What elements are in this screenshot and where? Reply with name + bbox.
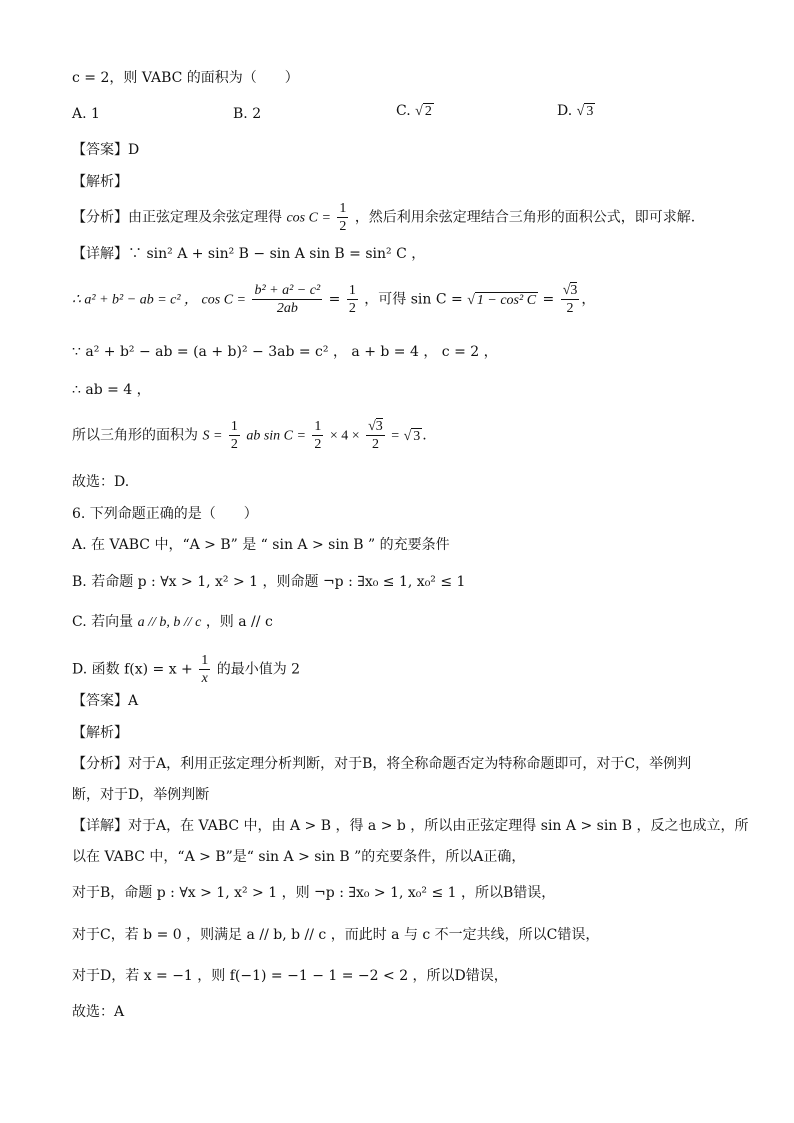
q5-detail-5-times: × 4 × [329,428,360,444]
q5-detail-2: ∴ a² + b² − ab = c² ， cos C = $\frac{\text{b² + a² − c²}}{2ab}$ = $\frac{1}{2}$ ，可得 sin C = √ 1 − cos² C = $\frac{√3}{2}$ ， [72,283,596,316]
q5-answer: 【答案】D [72,142,140,158]
q5-detail-5-end: = [391,428,400,444]
q5-detail-2a: ∴ a² + b² − ab = c² ， cos C = [72,292,247,308]
q5-option-a: A. 1 [72,106,100,122]
q5-fenxi [72,200,695,235]
q5-detail-2b: ，可得 sin C = [364,291,463,308]
q6-detail-2: 以在 VABC 中，“A > B”是“ sin A > sin B ”的充要条件，所以A正确， [72,849,526,865]
q6-answer: 【答案】A [72,693,139,709]
q5-detail-2-result: $\frac{√3}{2}$ [562,283,578,316]
q5-detail-2-sqrt: √ 1 − cos² C [467,292,537,308]
q6-detail-4: 对于C，若 b = 0 ，则满足 a // b, b // c ，而此时 a 与 c 不一定共线，所以C错误， [72,927,600,943]
q5-option-d-label: D. [557,103,573,119]
q5-detail-5-result: √ 3 [403,428,421,444]
q6-option-d-post: 的最小值为 2 [216,661,301,678]
q6-choose: 故选：A [72,1004,125,1020]
q5-option-d [557,103,595,120]
q6-analysis-tag: 【解析】 [72,725,128,741]
q6-option-c-post: ，则 a // c [205,614,273,630]
q5-detail-5-mid: ab sin C = [246,428,306,444]
q6-detail-1: 【详解】对于A，在 VABC 中，由 A > B ，得 a > b ，所以由正弦定理得 sin A > sin B ，反之也成立，所 [72,818,749,834]
q5-detail-5-math: S = [202,428,223,444]
q6-option-d-pre: D. 函数 f(x) = x + [72,661,193,678]
q5-detail-3: ∵ a² + b² − ab = (a + b)² − 3ab = c² ， a + b = 4 ， c = 2 ， [72,344,498,360]
q6-option-b: B. 若命题 p : ∀x > 1, x² > 1 ，则命题 ¬p : ∃x₀ ≤ 1, x₀² ≤ 1 [72,574,466,590]
q5-stem-tail: c = 2，则 VABC 的面积为（ ） [72,70,299,86]
q5-detail-2-frac: $\frac{\text{b² + a² − c²}}{2ab}$ [254,283,321,316]
q6-detail-5: 对于D，若 x = −1 ，则 f(−1) = −1 − 1 = −2 < 2 ，所以D错误， [72,968,508,984]
q6-option-d-frac: $\frac{1}{x}$ [201,653,209,686]
q5-choose: 故选：D. [72,474,130,490]
q5-fenxi-math: cos C = [286,210,331,226]
q5-detail-5-root-frac: $\frac{√3}{2}$ [368,419,383,452]
q6-option-d [72,652,300,687]
q5-option-c-label: C. [396,103,411,119]
q5-fenxi-post: ，然后利用余弦定理结合三角形的面积公式，即可求解. [354,209,696,226]
q5-option-c [396,103,434,120]
q6-option-c-pre: C. 若向量 [72,614,134,630]
q5-analysis-tag: 【解析】 [72,174,128,190]
q6-option-a: A. 在 VABC 中，“A > B” 是 “ sin A > sin B ” 的充要条件 [72,537,450,553]
q5-option-b: B. 2 [233,106,262,122]
q5-detail-5: 所以三角形的面积为 S = $\frac{1}{2}$ ab sin C = $\frac{1}{2}$ × 4 × $\frac{√3}{2}$ = √ 3 . [72,419,427,452]
q6-stem: 6. 下列命题正确的是（ ） [72,506,258,522]
q5-option-c-sqrt: √ 2 [415,104,432,119]
q6-fenxi-2: 断，对于D，举例判断 [72,787,210,803]
q5-fenxi-frac: $\frac{1}{2}$ [339,201,347,234]
q5-detail-5-half-2: $\frac{1}{2}$ [314,419,322,452]
q6-detail-3: 对于B，命题 p : ∀x > 1, x² > 1 ，则 ¬p : ∃x₀ > 1, x₀² ≤ 1 ，所以B错误， [72,885,556,901]
q5-option-d-sqrt: √ 3 [576,104,594,119]
q5-detail-5-half-1: $\frac{1}{2}$ [230,419,238,452]
q6-fenxi-1: 【分析】对于A，利用正弦定理分析判断，对于B，将全称命题否定为特称命题即可，对于C，举例判 [72,756,692,772]
q5-fenxi-pre: 【分析】由正弦定理及余弦定理得 [72,209,282,226]
q6-option-c [72,612,273,633]
q5-detail-5-pre: 所以三角形的面积为 [72,427,198,444]
q5-detail-1: 【详解】∵ sin² A + sin² B − sin A sin B = sin² C ， [72,246,426,262]
q6-option-c-mid: a // b, b // c [137,615,202,630]
q5-detail-4: ∴ ab = 4 ， [72,382,151,398]
q5-detail-2-half: $\frac{1}{2}$ [348,283,356,316]
